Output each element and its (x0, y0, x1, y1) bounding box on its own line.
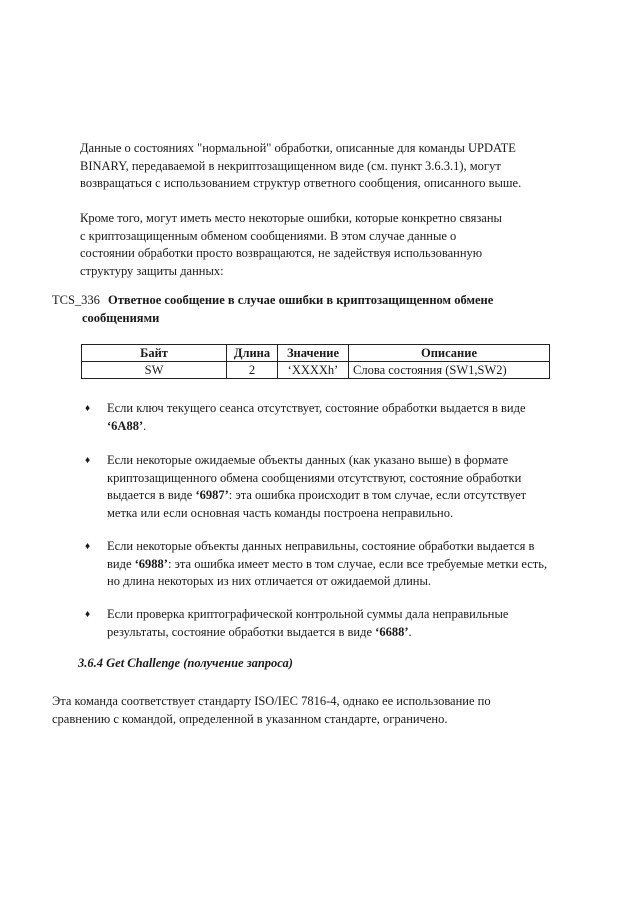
table-header-cell: Значение (278, 345, 349, 362)
subsection-heading: 3.6.4 Get Challenge (получение запроса) (78, 656, 293, 670)
status-code: ‘6A88’ (107, 418, 144, 433)
bullet-text: Если некоторые ожидаемые объекты данных (как указано выше) в формате криптозащищенного обмена сообщениями отсутствуют, состояние обработки выдается в виде (107, 453, 522, 502)
bullet-diamond-icon: ♦ (85, 609, 91, 620)
bullet-text: Если ключ текущего сеанса отсутствует, состояние обработки выдается в виде (107, 401, 526, 415)
section-code: TCS_336 (52, 293, 100, 307)
table-cell: 2 (227, 362, 278, 379)
paragraph-errors: Кроме того, могут иметь место некоторые ошибки, которые конкретно связаны с криптозащищенным обменом сообщениями. В этом случае данные о состоянии обработки просто возвращаются, не задействуя использованную структуру защиты данных: (80, 211, 502, 278)
list-item (107, 452, 552, 522)
table-cell: ‘XXXXh’ (278, 362, 349, 379)
table-header-cell: Описание (349, 345, 550, 362)
list-item (107, 606, 552, 641)
table-cell: SW (82, 362, 227, 379)
paragraph-update-binary: Данные о состояниях "нормальной" обработки, описанные для команды UPDATE BINARY, передаваемой в некриптозащищенном виде (см. пункт 3.6.3.1), могут возвращаться с использованием структур ответного сообщения, описанного выше. (80, 141, 522, 190)
list-item (107, 400, 552, 435)
status-code: ‘6987’ (195, 488, 229, 502)
table-row (82, 362, 550, 379)
status-code: ‘6688’ (375, 624, 409, 639)
response-table (81, 344, 550, 379)
bullet-diamond-icon: ♦ (85, 455, 91, 466)
bullet-diamond-icon: ♦ (85, 541, 91, 552)
bullet-text: Если некоторые объекты данных неправильны, состояние обработки выдается в виде (107, 539, 535, 571)
section-title-text: Ответное сообщение в случае ошибки в криптозащищенном обмене сообщениями (82, 293, 494, 325)
list-item (107, 538, 552, 591)
bullet-text: : эта ошибка происходит в том случае, если отсутствует метка или если основная часть команды построена неправильно. (107, 488, 527, 520)
bullet-text: . (408, 624, 412, 639)
status-code: ‘6988’ (134, 556, 168, 571)
bullet-text: Если проверка криптографической контрольной суммы дала неправильные результаты, состояние обработки выдается в виде (107, 607, 509, 639)
table-header-cell: Байт (82, 345, 227, 362)
table-header-row (82, 345, 550, 362)
table-header-cell: Длина (227, 345, 278, 362)
paragraph-get-challenge: Эта команда соответствует стандарту ISO/IEC 7816-4, однако ее использование по сравнению с командой, определенной в указанном стандарте, ограничено. (52, 694, 491, 726)
bullet-diamond-icon: ♦ (85, 403, 91, 414)
bullet-text: . (143, 418, 147, 433)
table-cell: Слова состояния (SW1,SW2) (349, 362, 550, 379)
bullet-text: : эта ошибка имеет место в том случае, если все требуемые метки есть, но длина некоторых из них отличается от ожидаемой длины. (107, 556, 548, 588)
